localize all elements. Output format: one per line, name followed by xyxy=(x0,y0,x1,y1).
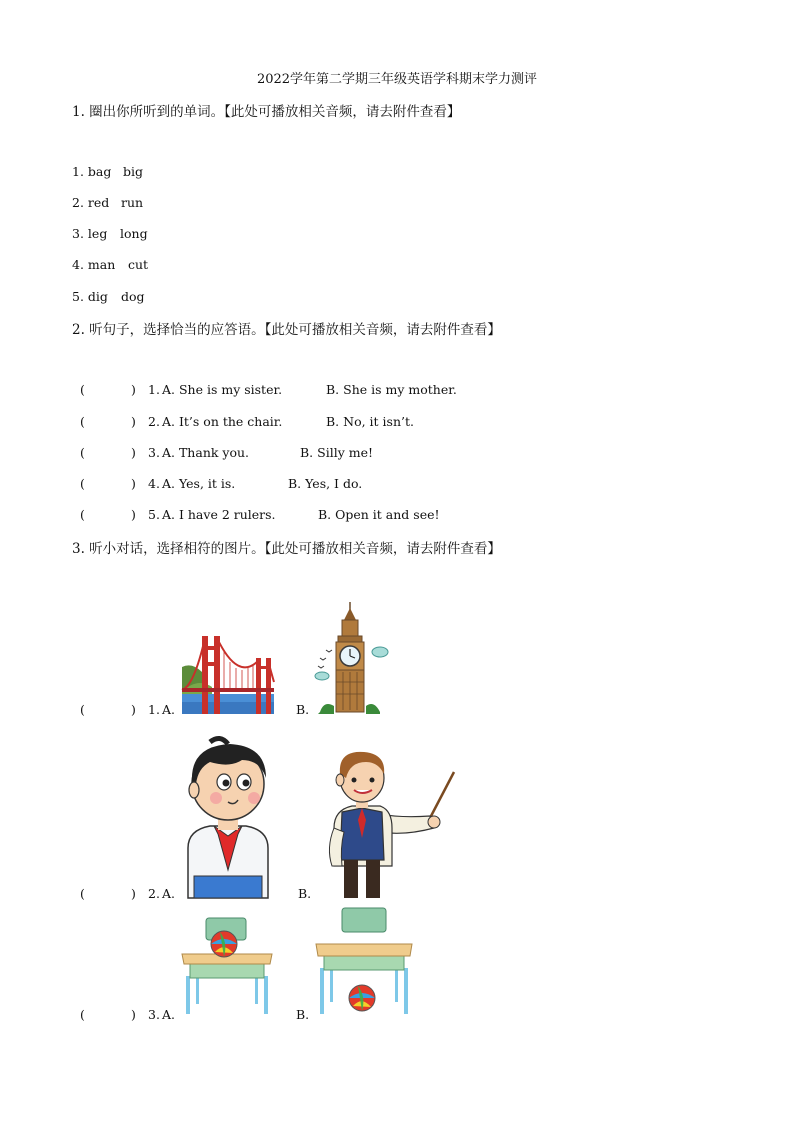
answer-blank-close: ) xyxy=(131,445,136,460)
schoolboy-red-scarf-icon[interactable] xyxy=(180,738,276,898)
option-b-label[interactable]: B. xyxy=(296,1007,310,1022)
option-a-label[interactable]: A. xyxy=(162,702,176,717)
option-b-label[interactable]: B. xyxy=(296,702,310,717)
list-item: 3. leg xyxy=(72,226,108,241)
option-b[interactable]: B. Open it and see! xyxy=(318,507,440,522)
answer-blank-close: ) xyxy=(131,507,136,522)
option-a[interactable]: A. Thank you. xyxy=(162,445,250,460)
option-a[interactable]: A. It’s on the chair. xyxy=(162,414,283,429)
big-ben-clock-tower-icon[interactable] xyxy=(314,602,390,714)
option-a-label[interactable]: A. xyxy=(162,1007,176,1022)
answer-blank-close: ) xyxy=(131,886,136,901)
answer-blank-close: ) xyxy=(131,1007,136,1022)
option-a[interactable]: A. Yes, it is. xyxy=(162,476,236,491)
option-a-label[interactable]: A. xyxy=(162,886,176,901)
section-1-heading: 1. 圈出你所听到的单词。【此处可播放相关音频，请去附件查看】 xyxy=(72,104,461,120)
question-number: 1. xyxy=(148,382,160,397)
answer-blank-close: ) xyxy=(131,382,136,397)
word-option[interactable]: dog xyxy=(121,289,145,304)
option-b[interactable]: B. She is my mother. xyxy=(326,382,457,397)
answer-blank-open[interactable]: ( xyxy=(80,414,85,429)
answer-blank-close: ) xyxy=(131,702,136,717)
list-item: 1. bag xyxy=(72,164,112,179)
answer-blank-open[interactable]: ( xyxy=(80,445,85,460)
question-number: 3. xyxy=(148,1007,160,1022)
section-3-heading: 3. 听小对话，选择相符的图片。【此处可播放相关音频，请去附件查看】 xyxy=(72,541,501,557)
word-option[interactable]: run xyxy=(121,195,144,210)
question-number: 1. xyxy=(148,702,160,717)
answer-blank-open[interactable]: ( xyxy=(80,886,85,901)
option-b[interactable]: B. No, it isn’t. xyxy=(326,414,414,429)
list-item: 2. red xyxy=(72,195,110,210)
answer-blank-close: ) xyxy=(131,414,136,429)
list-item: 5. dig xyxy=(72,289,108,304)
teacher-with-pointer-icon[interactable] xyxy=(320,748,460,898)
page-title: 2022学年第二学期三年级英语学科期末学力测评 xyxy=(256,72,538,87)
word-option[interactable]: long xyxy=(120,226,148,241)
word-option[interactable]: cut xyxy=(128,257,149,272)
option-a[interactable]: A. She is my sister. xyxy=(162,382,283,397)
option-b-label[interactable]: B. xyxy=(298,886,312,901)
option-a[interactable]: A. I have 2 rulers. xyxy=(162,507,276,522)
question-number: 2. xyxy=(148,886,160,901)
answer-blank-open[interactable]: ( xyxy=(80,702,85,717)
answer-blank-open[interactable]: ( xyxy=(80,476,85,491)
answer-blank-close: ) xyxy=(131,476,136,491)
ball-under-desk-icon[interactable] xyxy=(314,906,414,1018)
list-item: 4. man xyxy=(72,257,116,272)
answer-blank-open[interactable]: ( xyxy=(80,1007,85,1022)
option-b[interactable]: B. Silly me! xyxy=(300,445,373,460)
question-number: 5. xyxy=(148,507,160,522)
question-number: 2. xyxy=(148,414,160,429)
word-option[interactable]: big xyxy=(123,164,144,179)
answer-blank-open[interactable]: ( xyxy=(80,382,85,397)
golden-gate-bridge-icon[interactable] xyxy=(182,632,274,714)
ball-on-desk-icon[interactable] xyxy=(180,916,274,1016)
question-number: 3. xyxy=(148,445,160,460)
answer-blank-open[interactable]: ( xyxy=(80,507,85,522)
question-number: 4. xyxy=(148,476,160,491)
section-2-heading: 2. 听句子，选择恰当的应答语。【此处可播放相关音频，请去附件查看】 xyxy=(72,322,501,338)
option-b[interactable]: B. Yes, I do. xyxy=(288,476,363,491)
